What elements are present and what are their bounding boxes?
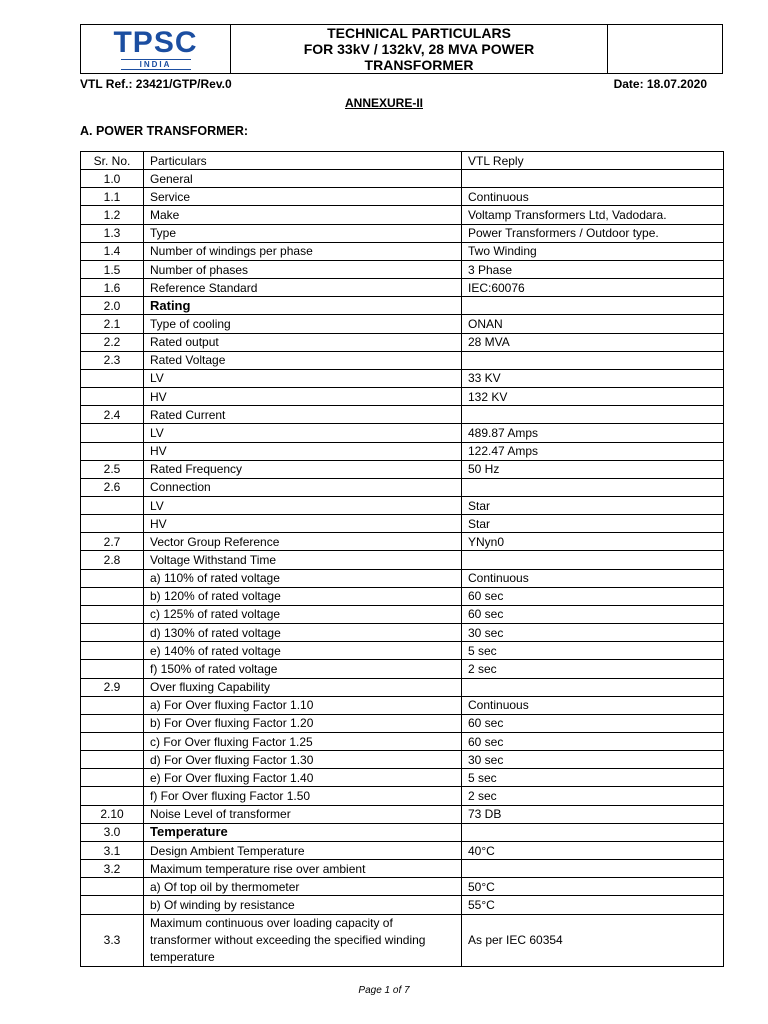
table-row: [81, 805, 724, 823]
cell-reply: 132 KV: [462, 388, 724, 406]
cell-reply: As per IEC 60354: [462, 914, 724, 966]
cell-reply: 50 Hz: [462, 460, 724, 478]
cell-particular: a) Of top oil by thermometer: [144, 878, 462, 896]
cell-particular: e) 140% of rated voltage: [144, 642, 462, 660]
cell-reply: Voltamp Transformers Ltd, Vadodara.: [462, 206, 724, 224]
cell-particular: Number of phases: [144, 260, 462, 278]
logo-subtitle: INDIA: [121, 59, 191, 70]
header-vtl-reply: VTL Reply: [462, 152, 724, 170]
cell-reply: 73 DB: [462, 805, 724, 823]
cell-particular: LV: [144, 496, 462, 514]
table-row: [81, 496, 724, 514]
cell-particular: Maximum continuous over loading capacity of transformer without exceeding the specified winding temperature: [144, 914, 462, 966]
table-row: [81, 315, 724, 333]
table-row: [81, 170, 724, 188]
cell-particular: a) For Over fluxing Factor 1.10: [144, 696, 462, 714]
cell-sr-no: 3.1: [81, 841, 144, 859]
cell-sr-no: 2.10: [81, 805, 144, 823]
cell-sr-no: [81, 369, 144, 387]
cell-reply: 5 sec: [462, 769, 724, 787]
cell-particular: f) 150% of rated voltage: [144, 660, 462, 678]
cell-sr-no: 3.3: [81, 914, 144, 966]
cell-reply: [462, 551, 724, 569]
cell-sr-no: 3.2: [81, 860, 144, 878]
table-row: [81, 769, 724, 787]
cell-reply: [462, 860, 724, 878]
cell-sr-no: [81, 696, 144, 714]
cell-reply: IEC:60076: [462, 279, 724, 297]
cell-particular: b) Of winding by resistance: [144, 896, 462, 914]
cell-sr-no: [81, 624, 144, 642]
cell-reply: YNyn0: [462, 533, 724, 551]
cell-reply: [462, 678, 724, 696]
header-blank-cell: [608, 25, 722, 73]
cell-particular: d) 130% of rated voltage: [144, 624, 462, 642]
cell-reply: [462, 823, 724, 841]
cell-particular: Over fluxing Capability: [144, 678, 462, 696]
technical-particulars-table: [80, 151, 724, 967]
cell-sr-no: 2.9: [81, 678, 144, 696]
title-line-3: TRANSFORMER: [364, 57, 474, 73]
logo-wordmark: TPSC: [113, 25, 198, 59]
table-row: [81, 569, 724, 587]
table-row: [81, 369, 724, 387]
cell-sr-no: 1.4: [81, 242, 144, 260]
cell-reply: Two Winding: [462, 242, 724, 260]
cell-particular: a) 110% of rated voltage: [144, 569, 462, 587]
cell-sr-no: 2.0: [81, 297, 144, 315]
cell-particular: Voltage Withstand Time: [144, 551, 462, 569]
cell-sr-no: [81, 642, 144, 660]
cell-particular: Noise Level of transformer: [144, 805, 462, 823]
cell-particular: d) For Over fluxing Factor 1.30: [144, 751, 462, 769]
cell-reply: 2 sec: [462, 660, 724, 678]
cell-sr-no: [81, 660, 144, 678]
table-row: [81, 478, 724, 496]
cell-reply: 122.47 Amps: [462, 442, 724, 460]
table-row: [81, 896, 724, 914]
document-date: Date: 18.07.2020: [613, 77, 707, 91]
cell-reply: Star: [462, 496, 724, 514]
table-row: [81, 714, 724, 732]
table-row: [81, 660, 724, 678]
cell-particular: b) For Over fluxing Factor 1.20: [144, 714, 462, 732]
table-row: [81, 442, 724, 460]
table-row: [81, 260, 724, 278]
cell-particular: LV: [144, 424, 462, 442]
cell-particular: Rating: [144, 297, 462, 315]
cell-sr-no: [81, 587, 144, 605]
header-sr-no: Sr. No.: [81, 152, 144, 170]
cell-particular: Design Ambient Temperature: [144, 841, 462, 859]
cell-sr-no: 2.7: [81, 533, 144, 551]
title-line-2: FOR 33kV / 132kV, 28 MVA POWER: [303, 41, 535, 57]
cell-reply: 40°C: [462, 841, 724, 859]
cell-sr-no: 2.1: [81, 315, 144, 333]
cell-particular: LV: [144, 369, 462, 387]
cell-particular: Rated Voltage: [144, 351, 462, 369]
cell-reply: [462, 478, 724, 496]
table-header-row: [81, 152, 724, 170]
table-row: [81, 733, 724, 751]
table-row: [81, 188, 724, 206]
cell-sr-no: 1.3: [81, 224, 144, 242]
cell-reply: 60 sec: [462, 733, 724, 751]
cell-sr-no: [81, 442, 144, 460]
cell-particular: Rated Frequency: [144, 460, 462, 478]
cell-sr-no: [81, 605, 144, 623]
cell-particular: Rated output: [144, 333, 462, 351]
cell-reply: ONAN: [462, 315, 724, 333]
table-row: [81, 460, 724, 478]
cell-particular: Type of cooling: [144, 315, 462, 333]
cell-sr-no: 1.6: [81, 279, 144, 297]
cell-sr-no: [81, 496, 144, 514]
table-row: [81, 333, 724, 351]
document-title: [231, 25, 608, 73]
table-row: [81, 351, 724, 369]
cell-reply: [462, 406, 724, 424]
table-row: [81, 515, 724, 533]
cell-particular: Type: [144, 224, 462, 242]
cell-particular: Make: [144, 206, 462, 224]
cell-particular: b) 120% of rated voltage: [144, 587, 462, 605]
cell-particular: Vector Group Reference: [144, 533, 462, 551]
cell-particular: Rated Current: [144, 406, 462, 424]
cell-sr-no: 2.8: [81, 551, 144, 569]
cell-particular: Connection: [144, 478, 462, 496]
table-row: [81, 605, 724, 623]
cell-reply: 33 KV: [462, 369, 724, 387]
cell-reply: [462, 351, 724, 369]
cell-particular: HV: [144, 515, 462, 533]
cell-reply: 50°C: [462, 878, 724, 896]
cell-sr-no: [81, 515, 144, 533]
table-row: [81, 242, 724, 260]
cell-reply: 55°C: [462, 896, 724, 914]
cell-reply: Star: [462, 515, 724, 533]
table-row: [81, 914, 724, 966]
cell-sr-no: [81, 896, 144, 914]
table-row: [81, 624, 724, 642]
header-particulars: Particulars: [144, 152, 462, 170]
cell-reply: Continuous: [462, 188, 724, 206]
cell-sr-no: [81, 569, 144, 587]
table-row: [81, 678, 724, 696]
cell-reply: 489.87 Amps: [462, 424, 724, 442]
cell-sr-no: 2.6: [81, 478, 144, 496]
title-line-1: TECHNICAL PARTICULARS: [327, 25, 511, 41]
cell-sr-no: 1.2: [81, 206, 144, 224]
cell-particular: c) For Over fluxing Factor 1.25: [144, 733, 462, 751]
table-row: [81, 406, 724, 424]
cell-particular: HV: [144, 388, 462, 406]
cell-sr-no: 2.3: [81, 351, 144, 369]
table-row: [81, 279, 724, 297]
table-row: [81, 424, 724, 442]
cell-sr-no: [81, 424, 144, 442]
table-row: [81, 787, 724, 805]
table-row: [81, 841, 724, 859]
table-row: [81, 860, 724, 878]
cell-sr-no: 1.1: [81, 188, 144, 206]
cell-sr-no: 2.4: [81, 406, 144, 424]
cell-reply: 60 sec: [462, 714, 724, 732]
table-row: [81, 751, 724, 769]
table-body: [81, 170, 724, 966]
table-row: [81, 533, 724, 551]
company-logo: [81, 25, 231, 73]
cell-particular: Number of windings per phase: [144, 242, 462, 260]
table-row: [81, 224, 724, 242]
cell-reply: 3 Phase: [462, 260, 724, 278]
table-row: [81, 206, 724, 224]
table-row: [81, 388, 724, 406]
cell-reply: 60 sec: [462, 587, 724, 605]
cell-reply: 28 MVA: [462, 333, 724, 351]
reference-line: [80, 77, 723, 91]
cell-reply: 30 sec: [462, 751, 724, 769]
cell-reply: 5 sec: [462, 642, 724, 660]
section-heading: A. POWER TRANSFORMER:: [80, 124, 249, 138]
cell-particular: General: [144, 170, 462, 188]
table-row: [81, 587, 724, 605]
table-row: [81, 297, 724, 315]
cell-particular: Service: [144, 188, 462, 206]
document-header: [80, 24, 723, 74]
annexure-title: ANNEXURE-II: [344, 96, 423, 110]
cell-particular: Reference Standard: [144, 279, 462, 297]
cell-sr-no: [81, 714, 144, 732]
cell-sr-no: [81, 787, 144, 805]
table-row: [81, 878, 724, 896]
cell-particular: HV: [144, 442, 462, 460]
cell-reply: 2 sec: [462, 787, 724, 805]
cell-sr-no: [81, 769, 144, 787]
table-row: [81, 823, 724, 841]
cell-sr-no: 1.5: [81, 260, 144, 278]
cell-reply: Continuous: [462, 569, 724, 587]
cell-particular: e) For Over fluxing Factor 1.40: [144, 769, 462, 787]
cell-sr-no: [81, 878, 144, 896]
cell-particular: Maximum temperature rise over ambient: [144, 860, 462, 878]
page-number: Page 1 of 7: [358, 985, 410, 996]
cell-sr-no: [81, 388, 144, 406]
cell-sr-no: [81, 751, 144, 769]
cell-particular: Temperature: [144, 823, 462, 841]
table-row: [81, 551, 724, 569]
cell-reply: 60 sec: [462, 605, 724, 623]
cell-sr-no: 3.0: [81, 823, 144, 841]
table-row: [81, 642, 724, 660]
cell-reply: Power Transformers / Outdoor type.: [462, 224, 724, 242]
cell-sr-no: 1.0: [81, 170, 144, 188]
cell-sr-no: [81, 733, 144, 751]
cell-sr-no: 2.5: [81, 460, 144, 478]
cell-reply: [462, 170, 724, 188]
cell-reply: 30 sec: [462, 624, 724, 642]
cell-particular: f) For Over fluxing Factor 1.50: [144, 787, 462, 805]
cell-reply: [462, 297, 724, 315]
cell-sr-no: 2.2: [81, 333, 144, 351]
vtl-reference: VTL Ref.: 23421/GTP/Rev.0: [80, 77, 232, 91]
table-row: [81, 696, 724, 714]
cell-reply: Continuous: [462, 696, 724, 714]
cell-particular: c) 125% of rated voltage: [144, 605, 462, 623]
